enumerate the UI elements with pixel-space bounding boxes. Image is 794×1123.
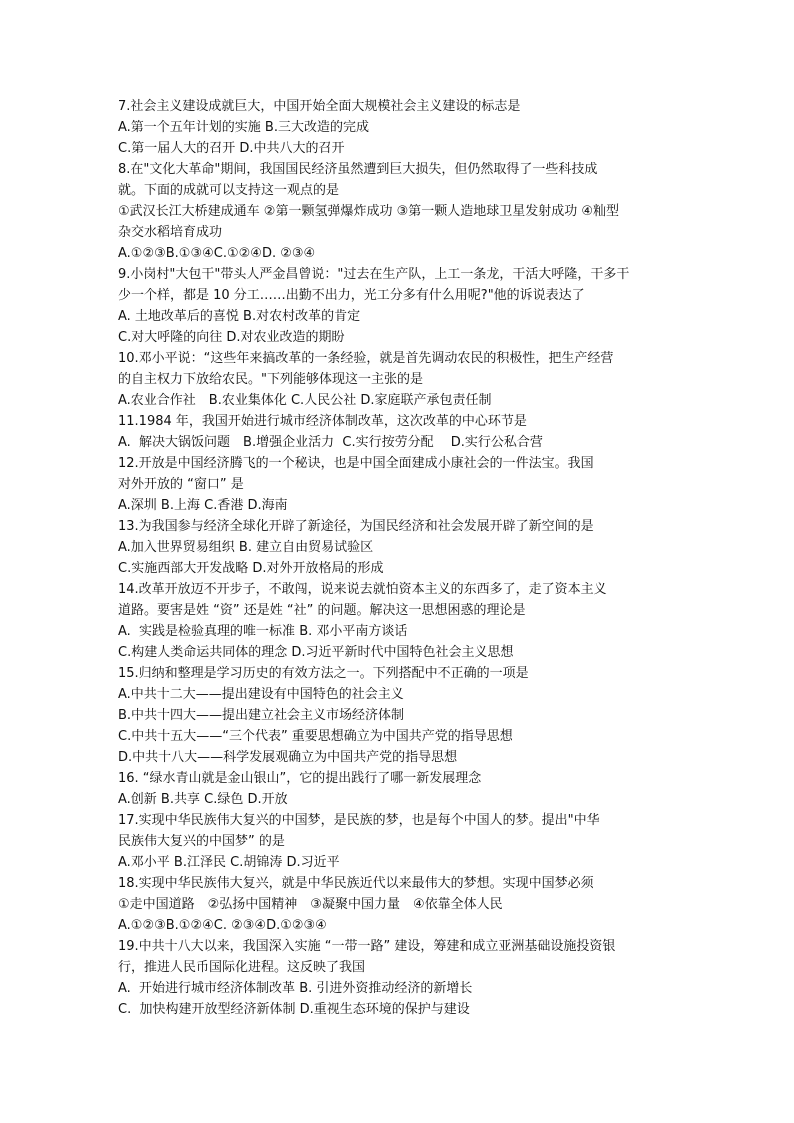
text-line: 18.实现中华民族伟大复兴，就是中华民族近代以来最伟大的梦想。实现中国梦必须 <box>118 876 594 891</box>
text-line: 的自主权力下放给农民。"下列能够体现这一主张的是 <box>118 372 423 387</box>
text-line: 17.实现中华民族伟大复兴的中国梦，是民族的梦，也是每个中国人的梦。提出"中华 <box>118 813 600 828</box>
text-line: 少一个样，都是 10 分工……出勤不出力，光工分多有什么用呢?"他的诉说表达了 <box>118 288 585 303</box>
text-line: 11.1984 年，我国开始进行城市经济体制改革，这次改革的中心环节是 <box>118 414 527 429</box>
text-line: 7.社会主义建设成就巨大，中国开始全面大规模社会主义建设的标志是 <box>118 99 521 114</box>
text-line: C.构建人类命运共同体的理念 D.习近平新时代中国特色社会主义思想 <box>118 645 514 660</box>
text-line: A.农业合作社 B.农业集体化 C.人民公社 D.家庭联产承包责任制 <box>118 393 492 408</box>
text-line: A. 实践是检验真理的唯一标准 B. 邓小平南方谈话 <box>118 624 408 639</box>
text-line: A. 解决大锅饭问题 B.增强企业活力 C.实行按劳分配 D.实行公私合营 <box>118 435 543 450</box>
text-line: 8.在"文化大革命"期间，我国国民经济虽然遭到巨大损失，但仍然取得了一些科技成 <box>118 162 598 177</box>
text-line: 13.为我国参与经济全球化开辟了新途径，为国民经济和社会发展开辟了新空间的是 <box>118 519 594 534</box>
text-line: A.深圳 B.上海 C.香港 D.海南 <box>118 498 288 513</box>
text-line: C.中共十五大——“三个代表” 重要思想确立为中国共产党的指导思想 <box>118 729 513 744</box>
text-line: 民族伟大复兴的中国梦” 的是 <box>118 834 285 849</box>
text-line: A.中共十二大——提出建设有中国特色的社会主义 <box>118 687 404 702</box>
text-line: 就。下面的成就可以支持这一观点的是 <box>118 183 340 198</box>
text-line: C.第一届人大的召开 D.中共八大的召开 <box>118 141 345 156</box>
text-line: A.创新 B.共享 C.绿色 D.开放 <box>118 792 288 807</box>
text-line: 道路。要害是姓 “资” 还是姓 “社” 的问题。解决这一思想困惑的理论是 <box>118 603 526 618</box>
text-line: 12.开放是中国经济腾飞的一个秘诀，也是中国全面建成小康社会的一件法宝。我国 <box>118 456 594 471</box>
text-line: C. 加快构建开放型经济新体制 D.重视生态环境的保护与建设 <box>118 1002 470 1017</box>
text-line: C.实施西部大开发战略 D.对外开放格局的形成 <box>118 561 384 576</box>
text-line: A.①②③B.①②④C. ②③④D.①②③④ <box>118 918 327 933</box>
text-line: B.中共十四大——提出建立社会主义市场经济体制 <box>118 708 405 723</box>
document-page <box>118 96 678 1020</box>
text-line: 杂交水稻培育成功 <box>118 225 223 240</box>
text-line: A.①②③B.①③④C.①②④D. ②③④ <box>118 246 316 261</box>
text-line: 行，推进人民币国际化进程。这反映了我国 <box>118 960 366 975</box>
text-line: A. 土地改革后的喜悦 B.对农村改革的肯定 <box>118 309 361 324</box>
text-line: 19.中共十八大以来，我国深入实施 “一带一路” 建设，筹建和成立亚洲基础设施投资银 <box>118 939 616 954</box>
text-line: ①走中国道路 ②弘扬中国精神 ③凝聚中国力量 ④依靠全体人民 <box>118 897 503 912</box>
text-line: ①武汉长江大桥建成通车 ②第一颗氢弹爆炸成功 ③第一颗人造地球卫星发射成功 ④籼型 <box>118 204 620 219</box>
text-line: C.对大呼隆的向往 D.对农业改造的期盼 <box>118 330 345 345</box>
text-line: A.加入世界贸易组织 B. 建立自由贸易试验区 <box>118 540 374 555</box>
text-line: 9.小岗村"大包干"带头人严金昌曾说："过去在生产队，上工一条龙，干活大呼隆，干多干 <box>118 267 630 282</box>
text-line: 14.改革开放迈不开步子，不敢闯，说来说去就怕资本主义的东西多了，走了资本主义 <box>118 582 607 597</box>
text-line: D.中共十八大——科学发展观确立为中国共产党的指导思想 <box>118 750 458 765</box>
text-line: A.第一个五年计划的实施 B.三大改造的完成 <box>118 120 369 135</box>
text-line: A. 开始进行城市经济体制改革 B. 引进外资推动经济的新增长 <box>118 981 473 996</box>
text-line: A.邓小平 B.江泽民 C.胡锦涛 D.习近平 <box>118 855 340 870</box>
text-line: 15.归纳和整理是学习历史的有效方法之一。下列搭配中不正确的一项是 <box>118 666 529 681</box>
text-line: 对外开放的 “窗口” 是 <box>118 477 244 492</box>
text-line: 10.邓小平说：“这些年来搞改革的一条经验，就是首先调动农民的积极性，把生产经营 <box>118 351 614 366</box>
text-line: 16. “绿水青山就是金山银山”，它的提出践行了哪一新发展理念 <box>118 771 482 786</box>
